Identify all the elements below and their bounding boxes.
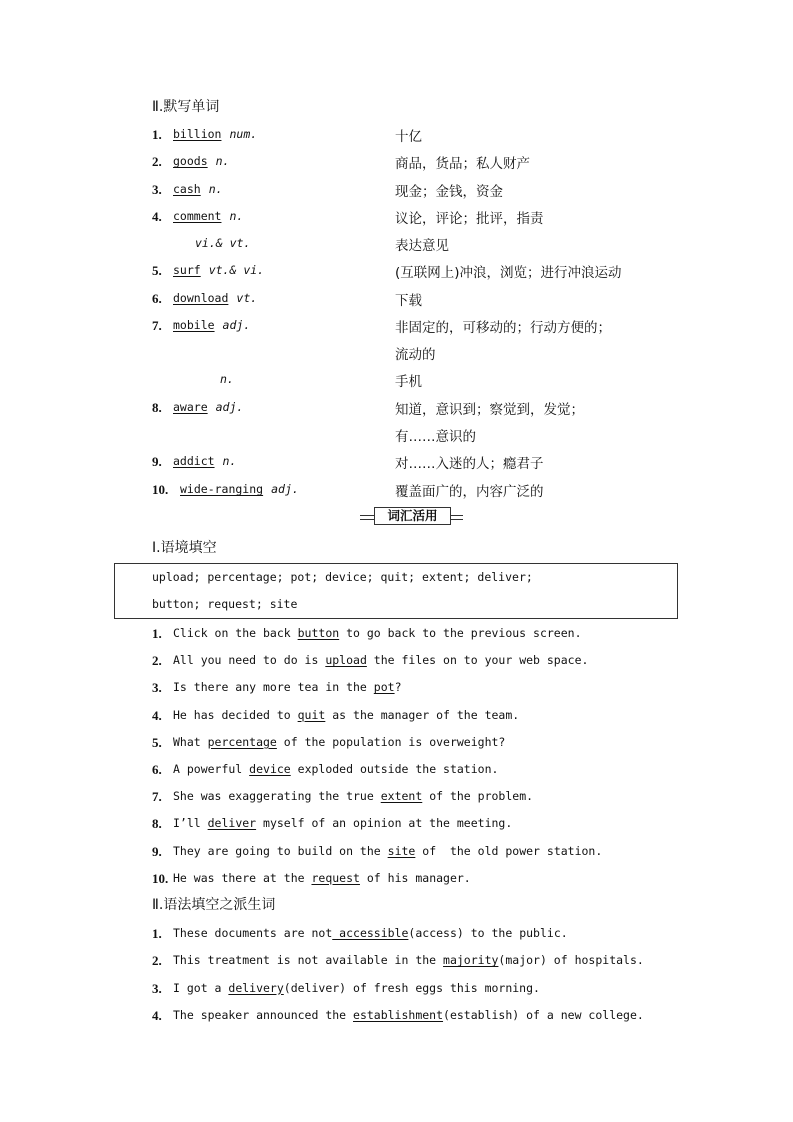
answer-blank: majority [443, 953, 499, 968]
answer-blank: extent [380, 789, 423, 804]
sentence-after: to go back to the previous screen. [339, 626, 582, 640]
sentence-text [173, 680, 402, 694]
sentence-text [173, 844, 602, 858]
vocab-row [0, 205, 793, 229]
item-number: 3. [152, 980, 162, 996]
vocab-row [0, 396, 793, 420]
sentence-after: of the old power station. [415, 843, 603, 858]
answer-blank: delivery [228, 980, 284, 995]
section-heading-context-fill: Ⅰ.语境填空 [152, 540, 217, 556]
sentence-after: of the problem. [422, 789, 534, 804]
sentence-row [0, 704, 793, 728]
vocab-term [173, 454, 236, 468]
vocab-row [0, 478, 793, 502]
section-heading-derivatives: Ⅱ.语法填空之派生词 [152, 897, 276, 913]
sentence-row [0, 922, 793, 946]
item-number: 5. [152, 734, 162, 750]
sentence-row [0, 731, 793, 755]
sentence-after: as the manager of the team. [325, 707, 520, 722]
item-number: 4. [152, 1007, 162, 1023]
answer-blank: device [249, 762, 291, 776]
vocab-term [195, 236, 250, 250]
vocab-word: surf [173, 263, 201, 277]
sentence-row [0, 977, 793, 1001]
sentence-text [173, 762, 498, 776]
item-number: 6. [152, 762, 162, 777]
word-bank-line: upload; percentage; pot; device; quit; extent; deliver; [152, 570, 533, 584]
vocab-term [173, 263, 264, 277]
vocab-word: comment [173, 209, 222, 223]
vocab-word: addict [173, 454, 215, 468]
part-of-speech: adj. [222, 318, 251, 332]
banner-label: 词汇活用 [374, 507, 451, 525]
vocab-term [173, 318, 250, 332]
word-bank-line: button; request; site [152, 597, 298, 611]
sentence-before: A powerful [173, 762, 250, 776]
sentence-after: (access) to the public. [408, 926, 568, 940]
sentence-after: (deliver) of fresh eggs this morning. [283, 980, 540, 995]
sentence-text [173, 871, 471, 885]
vocab-meaning: 知道，意识到；察觉到，发觉； [395, 402, 584, 418]
answer-blank: site [387, 843, 416, 858]
vocab-word: billion [173, 127, 222, 141]
part-of-speech: vi.& vt. [195, 236, 251, 250]
item-number: 9. [152, 454, 162, 469]
sentence-after: myself of an opinion at the meeting. [256, 816, 513, 831]
part-of-speech: n. [215, 154, 230, 168]
sentence-text [173, 708, 519, 722]
vocab-row [0, 287, 793, 311]
vocab-row [0, 232, 793, 256]
part-of-speech: n. [208, 182, 223, 196]
sentence-after: the files on to your web space. [366, 653, 589, 668]
sentence-before: This treatment is not available in the [173, 953, 444, 968]
answer-blank: request [311, 870, 360, 885]
sentence-before: These documents are not [173, 926, 333, 940]
sentence-text [173, 1008, 644, 1022]
part-of-speech: n. [229, 209, 244, 223]
answer-blank: button [297, 626, 340, 640]
part-of-speech: n. [220, 372, 234, 386]
sentence-row [0, 840, 793, 864]
item-number: 1. [152, 127, 162, 142]
item-number: 10. [152, 482, 169, 497]
sentence-row [0, 676, 793, 700]
part-of-speech: vt. [236, 291, 258, 305]
answer-blank: accessible [332, 926, 409, 940]
sentence-text [173, 926, 568, 940]
sentence-text [173, 789, 533, 803]
vocab-word: aware [173, 400, 208, 414]
sentence-row [0, 649, 793, 673]
item-number: 2. [152, 154, 162, 169]
item-number: 7. [152, 318, 162, 333]
item-number: 4. [152, 707, 162, 723]
sentence-after: (establish) of a new college. [443, 1007, 644, 1022]
part-of-speech: adj. [215, 400, 244, 414]
sentence-row [0, 622, 793, 646]
item-number: 3. [152, 680, 162, 696]
vocab-row [0, 423, 793, 447]
section-banner [360, 507, 463, 525]
answer-blank: deliver [207, 816, 257, 831]
sentence-row [0, 867, 793, 891]
item-number: 8. [152, 400, 162, 415]
vocab-row [0, 341, 793, 365]
vocab-meaning: 非固定的，可移动的；行动方便的； [395, 320, 611, 336]
sentence-row [0, 1004, 793, 1028]
item-number: 9. [152, 843, 162, 859]
vocab-meaning: 现金；金钱，资金 [395, 184, 503, 200]
item-number: 2. [152, 653, 162, 669]
sentence-before: I got a [173, 980, 229, 995]
vocab-word: cash [173, 182, 201, 196]
sentence-after: ? [394, 680, 402, 695]
vocab-term [220, 372, 234, 386]
sentence-before: He was there at the [173, 870, 312, 885]
vocab-meaning: 覆盖面广的，内容广泛的 [395, 484, 544, 500]
item-number: 4. [152, 209, 162, 224]
vocab-row [0, 123, 793, 147]
answer-blank: upload [325, 653, 367, 668]
sentence-text [173, 735, 505, 749]
sentence-text [173, 816, 512, 830]
sentence-before: He has decided to [173, 707, 298, 722]
word-bank-box [114, 563, 678, 619]
vocab-term [180, 482, 299, 496]
sentence-before: Click on the back [173, 626, 298, 640]
item-number: 8. [152, 816, 162, 832]
vocab-row [0, 450, 793, 474]
vocab-term [173, 400, 243, 414]
sentence-before: What [173, 734, 208, 749]
vocab-meaning: (互联网上)冲浪，浏览；进行冲浪运动 [395, 265, 622, 281]
answer-blank: pot [373, 680, 395, 695]
vocab-meaning: 手机 [395, 374, 422, 390]
vocab-meaning: 议论，评论；批评，指责 [395, 211, 544, 227]
sentence-after: (major) of hospitals. [498, 953, 644, 968]
vocab-word: wide-ranging [180, 482, 264, 496]
vocab-row [0, 368, 793, 392]
sentence-after: exploded outside the station. [290, 762, 499, 776]
vocab-word: download [173, 291, 229, 305]
vocab-meaning: 下载 [395, 293, 422, 309]
vocab-meaning: 表达意见 [395, 238, 449, 254]
sentence-text [173, 626, 582, 640]
sentence-after: of the population is overweight? [276, 734, 506, 749]
sentence-before: She was exaggerating the true [173, 789, 381, 804]
part-of-speech: num. [229, 127, 258, 141]
part-of-speech: vt.& vi. [208, 263, 265, 277]
item-number: 7. [152, 789, 162, 805]
sentence-text [173, 981, 540, 995]
vocab-row [0, 314, 793, 338]
sentence-before: I’ll [173, 816, 208, 831]
item-number: 1. [152, 926, 162, 941]
item-number: 6. [152, 291, 162, 306]
answer-blank: percentage [207, 734, 277, 749]
vocab-term [173, 154, 229, 168]
answer-blank: quit [297, 707, 326, 722]
sentence-text [173, 653, 588, 667]
item-number: 1. [152, 626, 162, 641]
vocab-word: mobile [173, 318, 215, 332]
item-number: 3. [152, 182, 162, 197]
vocab-row [0, 259, 793, 283]
vocab-term [173, 127, 257, 141]
part-of-speech: n. [222, 454, 237, 468]
sentence-row [0, 812, 793, 836]
item-number: 10. [152, 870, 169, 886]
sentence-before: All you need to do is [173, 653, 326, 668]
vocab-meaning: 十亿 [395, 129, 422, 145]
sentence-row [0, 785, 793, 809]
vocab-word: goods [173, 154, 208, 168]
vocab-row [0, 178, 793, 202]
sentence-text [173, 953, 644, 967]
vocab-term [173, 209, 243, 223]
item-number: 5. [152, 263, 162, 278]
vocab-meaning: 商品，货品；私人财产 [395, 156, 530, 172]
part-of-speech: adj. [271, 482, 299, 496]
section-heading-dictation: Ⅱ.默写单词 [152, 99, 220, 115]
vocab-term [173, 291, 257, 305]
vocab-row [0, 150, 793, 174]
item-number: 2. [152, 953, 162, 969]
sentence-before: They are going to build on the [173, 843, 388, 858]
sentence-row [0, 949, 793, 973]
vocab-term [173, 182, 223, 196]
vocab-meaning: 流动的 [395, 347, 436, 363]
vocab-meaning: 对……入迷的人；瘾君子 [395, 456, 544, 472]
answer-blank: establishment [353, 1007, 444, 1022]
sentence-row [0, 758, 793, 782]
sentence-before: Is there any more tea in the [173, 680, 374, 695]
sentence-before: The speaker announced the [173, 1007, 354, 1022]
sentence-after: of his manager. [359, 870, 471, 885]
vocab-meaning: 有……意识的 [395, 429, 476, 445]
